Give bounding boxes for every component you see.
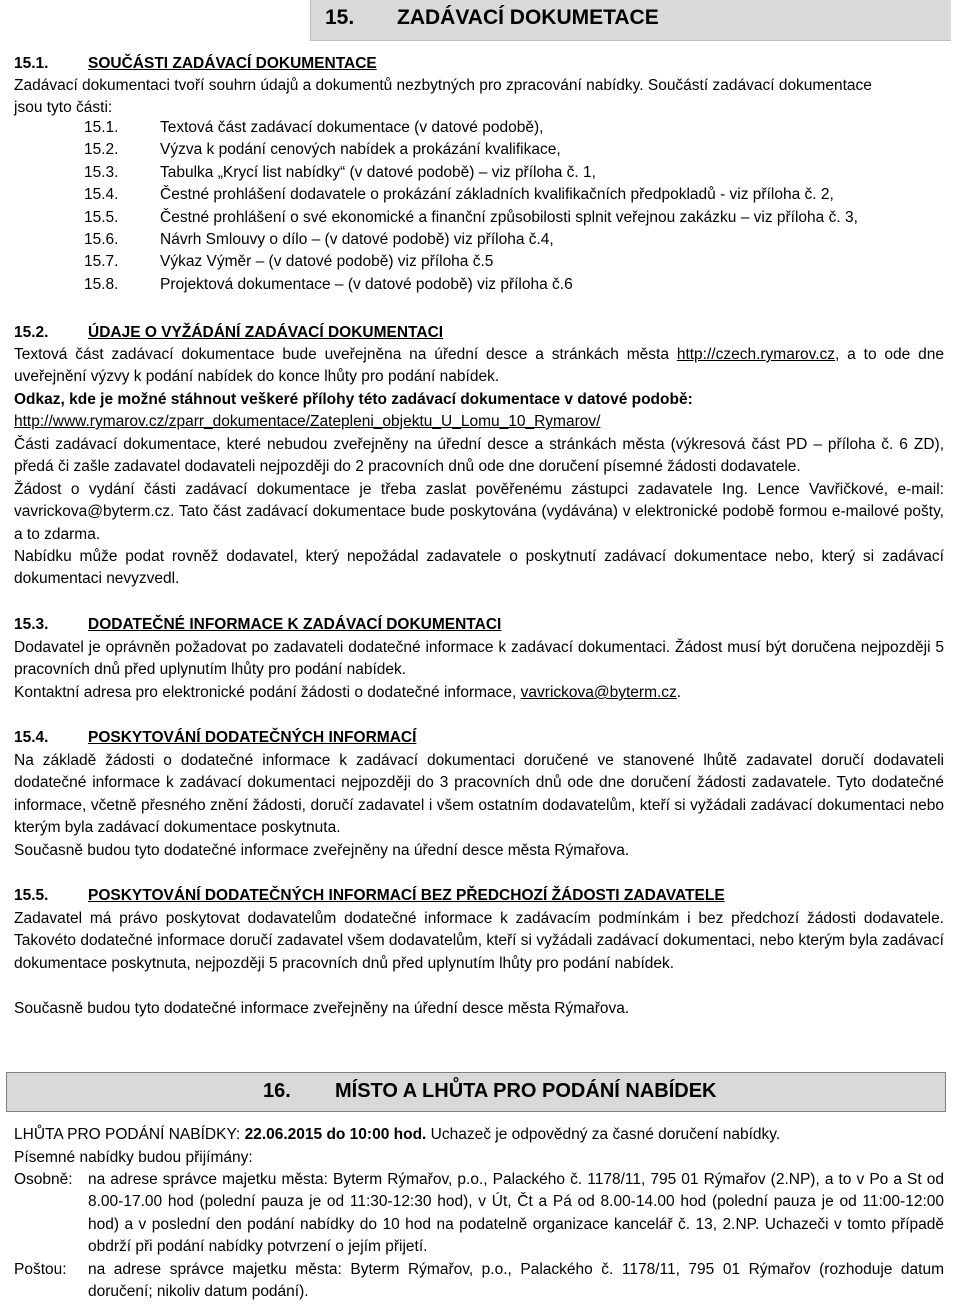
chapter-16-heading bbox=[6, 1072, 946, 1112]
list-item: 15.5. Čestné prohlášení o své ekonomické a finanční způsobilosti splnit veřejnou zakázku – viz příloha č. 3, bbox=[84, 208, 858, 226]
section-15-3-heading bbox=[14, 614, 501, 636]
delivery-personal bbox=[14, 1169, 944, 1259]
delivery-label: Osobně: bbox=[14, 1171, 73, 1188]
chapter-title: MÍSTO A LHŮTA PRO PODÁNÍ NABÍDEK bbox=[335, 1080, 717, 1102]
delivery-text: na adrese správce majetku města: Byterm Rýmařov, p.o., Palackého č. 1178/11, 795 01 Rýmařov (2.NP), a to v Po a St od 8.00-17.00 hod (polední pauza je od 11:30-12:30 hod), v Út, Čt a Pá od 8.00-14.00 hod (polední pauza je od 11:00-12:00 hod) a v poslední den podání nabídky do 10 hod na podatelně organizace kancelář č. 13, 2.NP. Uchazeči v tomto případě obdrží při podání nabídky potvrzení o jejím přijetí. bbox=[88, 1171, 944, 1256]
document-parts-list bbox=[84, 117, 858, 296]
section-15-2-paragraph-2: Části zadávací dokumentace, které nebudou zveřejněny na úřední desce a stránkách města (výkresová část PD – příloha č. 6 ZD), předá či zašle zadavatel dodavateli nejpozději do 2 pracovních dnů ode dne doručení písemné žádosti dodavatele. bbox=[14, 436, 944, 476]
section-15-5-paragraph-2: Současně budou tyto dodatečné informace zveřejněny na úřední desce města Rýmařova. bbox=[14, 1000, 630, 1017]
city-website-link[interactable]: http://czech.rymarov.cz bbox=[676, 346, 836, 363]
chapter-title: ZADÁVACÍ DOKUMETACE bbox=[397, 6, 659, 29]
deadline-value: 22.06.2015 do 10:00 hod. bbox=[244, 1126, 427, 1143]
list-item: 15.2. Výzva k podání cenových nabídek a prokázání kvalifikace, bbox=[84, 141, 561, 159]
chapter-number: 15. bbox=[325, 6, 355, 29]
section-15-1-intro-line2: jsou tyto části: bbox=[14, 99, 113, 116]
section-15-3-paragraph-1: Dodavatel je oprávněn požadovat po zadavateli dodatečné informace k zadávací dokumentaci. Žádost musí být doručena nejpozději 5 pracovních dnů před uplynutím lhůty pro podání nabídek. bbox=[14, 639, 944, 679]
section-15-1-intro-line1: Zadávací dokumentaci tvoří souhrn údajů a dokumentů nezbytných pro zpracování nabídky. Součástí zadávací dokumentace bbox=[14, 77, 872, 94]
list-item: 15.6. Návrh Smlouvy o dílo – (v datové podobě) viz příloha č.4, bbox=[84, 230, 554, 248]
download-link[interactable]: http://www.rymarov.cz/zparr_dokumentace/Zatepleni_objektu_U_Lomu_10_Rymarov/ bbox=[14, 413, 601, 430]
section-15-4-heading bbox=[14, 727, 416, 749]
section-15-2-paragraph-3: Žádost o vydání části zadávací dokumentace je třeba zaslat pověřenému zástupci zadavatele Ing. Lence Vavřičkové, e-mail: vavrickova@byterm.cz. Tato část zadávací dokumentace bude poskytována (vydávána) v elektronické podobě formou e-mailové pošty, a to zdarma. bbox=[14, 481, 944, 543]
section-15-1-heading bbox=[14, 53, 377, 75]
section-15-5-heading bbox=[14, 885, 725, 907]
list-item: 15.7. Výkaz Výměr – (v datové podobě) viz příloha č.5 bbox=[84, 253, 494, 271]
section-title: ÚDAJE O VYŽÁDÁNÍ ZADÁVACÍ DOKUMENTACI bbox=[88, 324, 444, 341]
download-info: Odkaz, kde je možné stáhnout veškeré přílohy této zadávací dokumentace v datové podobě: bbox=[14, 391, 693, 408]
section-15-2-heading bbox=[14, 322, 443, 344]
section-title: POSKYTOVÁNÍ DODATEČNÝCH INFORMACÍ BEZ PŘEDCHOZÍ ŽÁDOSTI ZADAVATELE bbox=[88, 887, 725, 904]
accept-line: Písemné nabídky budou přijímány: bbox=[14, 1149, 253, 1166]
delivery-label: Poštou: bbox=[14, 1261, 67, 1278]
list-item: 15.3. Tabulka „Krycí list nabídky“ (v datové podobě) – viz příloha č. 1, bbox=[84, 163, 596, 181]
chapter-15-heading bbox=[310, 0, 951, 41]
section-15-5-paragraph-1: Zadavatel má právo poskytovat dodavatelům dodatečné informace k zadávacím podmínkám i bez předchozí žádosti dodavatele. Takovéto dodatečné informace doručí zadavatel všem dodavatelům, kteří si vyžádali zadávací dokumentaci, nebo kterým byla zadávací dokumentace poskytnuta, nejpozději 5 pracovních dnů před uplynutím lhůty pro podání nabídek. bbox=[14, 910, 944, 972]
list-item: 15.1. Textová část zadávací dokumentace (v datové podobě), bbox=[84, 119, 544, 136]
section-title: SOUČÁSTI ZADÁVACÍ DOKUMENTACE bbox=[88, 55, 377, 72]
list-item: 15.8. Projektová dokumentace – (v datové podobě) viz příloha č.6 bbox=[84, 275, 573, 293]
section-number: 15.5. bbox=[14, 887, 49, 904]
section-title: DODATEČNÉ INFORMACE K ZADÁVACÍ DOKUMENTACI bbox=[88, 616, 502, 633]
section-number: 15.4. bbox=[14, 729, 49, 746]
delivery-post bbox=[14, 1259, 944, 1304]
section-number: 15.1. bbox=[14, 55, 49, 72]
list-item: 15.4. Čestné prohlášení dodavatele o prokázání základních kvalifikačních předpokladů - viz příloha č. 2, bbox=[84, 186, 834, 204]
section-15-4-paragraph-2: Současně budou tyto dodatečné informace zveřejněny na úřední desce města Rýmařova. bbox=[14, 842, 630, 859]
delivery-text: na adrese správce majetku města: Byterm Rýmařov, p.o., Palackého č. 1178/11, 795 01 Rýmařov (rozhoduje datum doručení; nikoliv datum podání). bbox=[88, 1261, 944, 1301]
section-15-2-paragraph-4: Nabídku může podat rovněž dodavatel, který nepožádal zadavatele o poskytnutí zadávací dokumentace nebo, který si zadávací dokumentaci nevyzvedl. bbox=[14, 548, 944, 588]
section-15-4-paragraph-1: Na základě žádosti o dodatečné informace k zadávací dokumentaci doručené ve stanovené lhůtě zadavatel doručí dodavateli dodatečné informace k zadávací dokumentaci nejpozději do 3 pracovních dnů ode dne doručení žádosti zadavatele. Tyto dodatečné informace, včetně přesného znění žádosti, doručí zadavatel i všem ostatním dodavatelům, kteří si vyžádali zadávací dokumentaci nebo kterým byla zadávací dokumentace poskytnuta. bbox=[14, 752, 944, 837]
contact-email-link[interactable]: vavrickova@byterm.cz bbox=[520, 684, 677, 701]
deadline-line: LHŮTA PRO PODÁNÍ NABÍDKY: 22.06.2015 do 10:00 hod. Uchazeč je odpovědný za časné doručení nabídky. bbox=[14, 1126, 781, 1143]
section-15-2-paragraph-1: Textová část zadávací dokumentace bude uveřejněna na úřední desce a stránkách města http://czech.rymarov.cz, a to ode dne uveřejnění výzvy k podání nabídek do konce lhůty pro podání nabídek. bbox=[14, 346, 944, 386]
section-number: 15.2. bbox=[14, 324, 49, 341]
chapter-number: 16. bbox=[263, 1080, 291, 1102]
section-number: 15.3. bbox=[14, 616, 49, 633]
section-title: POSKYTOVÁNÍ DODATEČNÝCH INFORMACÍ bbox=[88, 729, 417, 746]
section-15-3-paragraph-2: Kontaktní adresa pro elektronické podání žádosti o dodatečné informace, vavrickova@byterm.cz. bbox=[14, 684, 682, 701]
